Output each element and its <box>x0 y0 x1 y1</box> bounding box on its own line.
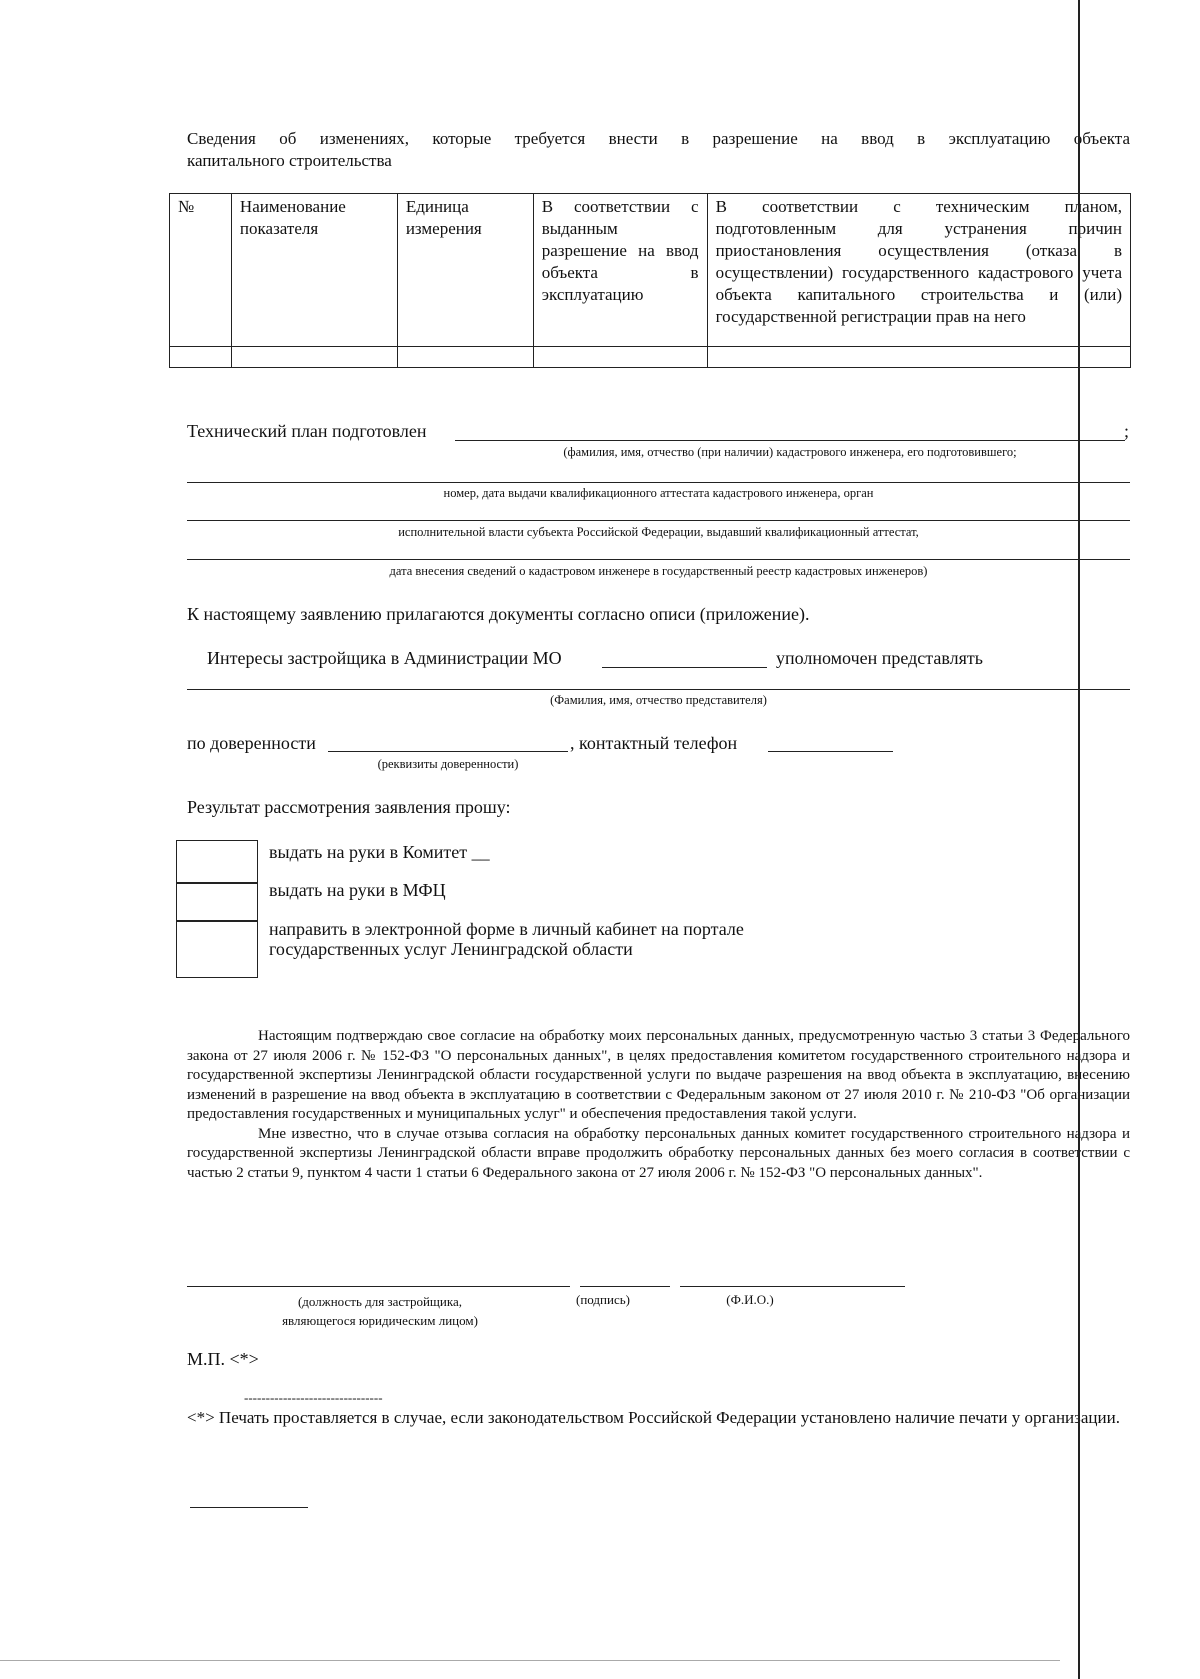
tech-plan-field-3[interactable] <box>187 520 1130 521</box>
tech-plan-engineer-field[interactable] <box>455 440 1125 441</box>
position-field[interactable] <box>187 1286 570 1287</box>
representative-prefix: Интересы застройщика в Администрации МО <box>207 648 562 668</box>
checkbox-mfc[interactable] <box>176 882 258 922</box>
poa-field[interactable] <box>328 751 568 752</box>
intro-text <box>187 128 1130 172</box>
position-caption <box>240 1292 520 1330</box>
signature-field[interactable] <box>580 1286 670 1287</box>
header-per-tech-plan: В соответствии с техническим планом, подготовленным для устранения причин приостановления осуществления (отказа в осуществлении) государственного кадастрового учета объекта капитального строительства и (или) государственной регистрации прав на него <box>707 194 1130 347</box>
tech-plan-caption-3: исполнительной власти субъекта Российской Федерации, выдавший квалификационный аттестат, <box>398 525 919 539</box>
tech-plan-field-2[interactable] <box>187 482 1130 483</box>
option-portal-line-2: государственных услуг Ленинградской области <box>269 939 633 959</box>
table-cell[interactable] <box>397 347 533 368</box>
table-header-row <box>170 194 1131 347</box>
position-caption-line-2: являющегося юридическим лицом) <box>282 1313 478 1328</box>
representative-caption: (Фамилия, имя, отчество представителя) <box>550 693 767 707</box>
header-number: № <box>170 194 232 347</box>
header-unit: Единица измерения <box>397 194 533 347</box>
tech-plan-caption-2: номер, дата выдачи квалификационного аттестата кадастрового инженера, орган <box>443 486 874 500</box>
intro-line-2: капитального строительства <box>187 151 392 170</box>
consent-paragraph-1: Настоящим подтверждаю свое согласие на обработку моих персональных данных, предусмотренную частью 3 статьи 3 Федерального закона от 27 июля 2006 г. № 152-ФЗ "О персональных данных", в целях предоставления комитетом государственного строительного надзора и государственной экспертизы Ленинградской области государственной услуги по выдаче разрешения на ввод объекта в эксплуатацию, внесению изменений в разрешение на ввод объекта в эксплуатацию в соответствии с Федеральным законом от 27 июля 2010 г. № 210-ФЗ "Об организации предоставления государственных и муниципальных услуг" и обеспечения предоставления такой услуги. <box>187 1028 1130 1122</box>
representative-name-field[interactable] <box>187 689 1130 690</box>
changes-table <box>169 193 1131 368</box>
position-caption-line-1: (должность для застройщика, <box>297 1294 463 1309</box>
option-committee: выдать на руки в Комитет __ <box>269 842 490 862</box>
tech-plan-field-4[interactable] <box>187 559 1130 560</box>
table-cell[interactable] <box>170 347 232 368</box>
municipality-field[interactable] <box>602 667 767 668</box>
tech-plan-semicolon: ; <box>1124 421 1130 441</box>
consent-paragraph-2: Мне известно, что в случае отзыва согласия на обработку персональных данных комитет государственного строительного надзора и государственной экспертизы Ленинградской области вправе продолжить обработку персональных данных без моего согласия в соответствии с частью 2 статьи 9, пунктом 4 части 1 статьи 6 Федерального закона от 27 июля 2006 г. № 152-ФЗ "О персональных данных". <box>187 1125 1130 1181</box>
full-name-field[interactable] <box>680 1286 905 1287</box>
table-row <box>170 347 1131 368</box>
header-indicator-name: Наименование показателя <box>231 194 397 347</box>
poa-caption: (реквизиты доверенности) <box>377 757 519 771</box>
representative-suffix: уполномочен представлять <box>776 648 983 668</box>
phone-field[interactable] <box>768 751 893 752</box>
tech-plan-label: Технический план подготовлен <box>187 421 427 441</box>
footnote-divider: -------------------------------- <box>244 1390 383 1405</box>
result-title: Результат рассмотрения заявления прошу: <box>187 797 511 817</box>
signature-caption: (подпись) <box>576 1292 630 1307</box>
tech-plan-caption-1: (фамилия, имя, отчество (при наличии) кадастрового инженера, его подготовившего; <box>563 445 1017 459</box>
table-cell[interactable] <box>707 347 1130 368</box>
header-per-permit: В соответствии с выданным разрешение на ввод объекта в эксплуатацию <box>533 194 707 347</box>
checkbox-committee[interactable] <box>176 840 258 884</box>
intro-line-1: Сведения об изменениях, которые требуется внести в разрешение на ввод в эксплуатацию объекта <box>187 129 1130 148</box>
checkbox-portal[interactable] <box>176 920 258 978</box>
attachments-note: К настоящему заявлению прилагаются документы согласно описи (приложение). <box>187 604 810 624</box>
option-portal-line-1: направить в электронной форме в личный кабинет на портале <box>269 919 744 939</box>
tech-plan-caption-4: дата внесения сведений о кадастровом инженере в государственный реестр кадастровых инженеров) <box>389 564 928 578</box>
option-mfc: выдать на руки в МФЦ <box>269 880 446 900</box>
table-cell[interactable] <box>231 347 397 368</box>
stamp-mark: М.П. <*> <box>187 1349 259 1369</box>
footnote-text: <*> Печать проставляется в случае, если законодательством Российской Федерации установлено наличие печати у организации. <box>187 1408 1120 1427</box>
consent-text <box>187 1027 1130 1183</box>
poa-label: по доверенности <box>187 733 316 753</box>
footnote-separator <box>190 1507 308 1508</box>
scan-artifact-line <box>1078 0 1080 1679</box>
name-caption: (Ф.И.О.) <box>726 1292 774 1307</box>
scan-bottom-edge <box>0 1660 1060 1661</box>
phone-label: , контактный телефон <box>570 733 738 753</box>
table-cell[interactable] <box>533 347 707 368</box>
